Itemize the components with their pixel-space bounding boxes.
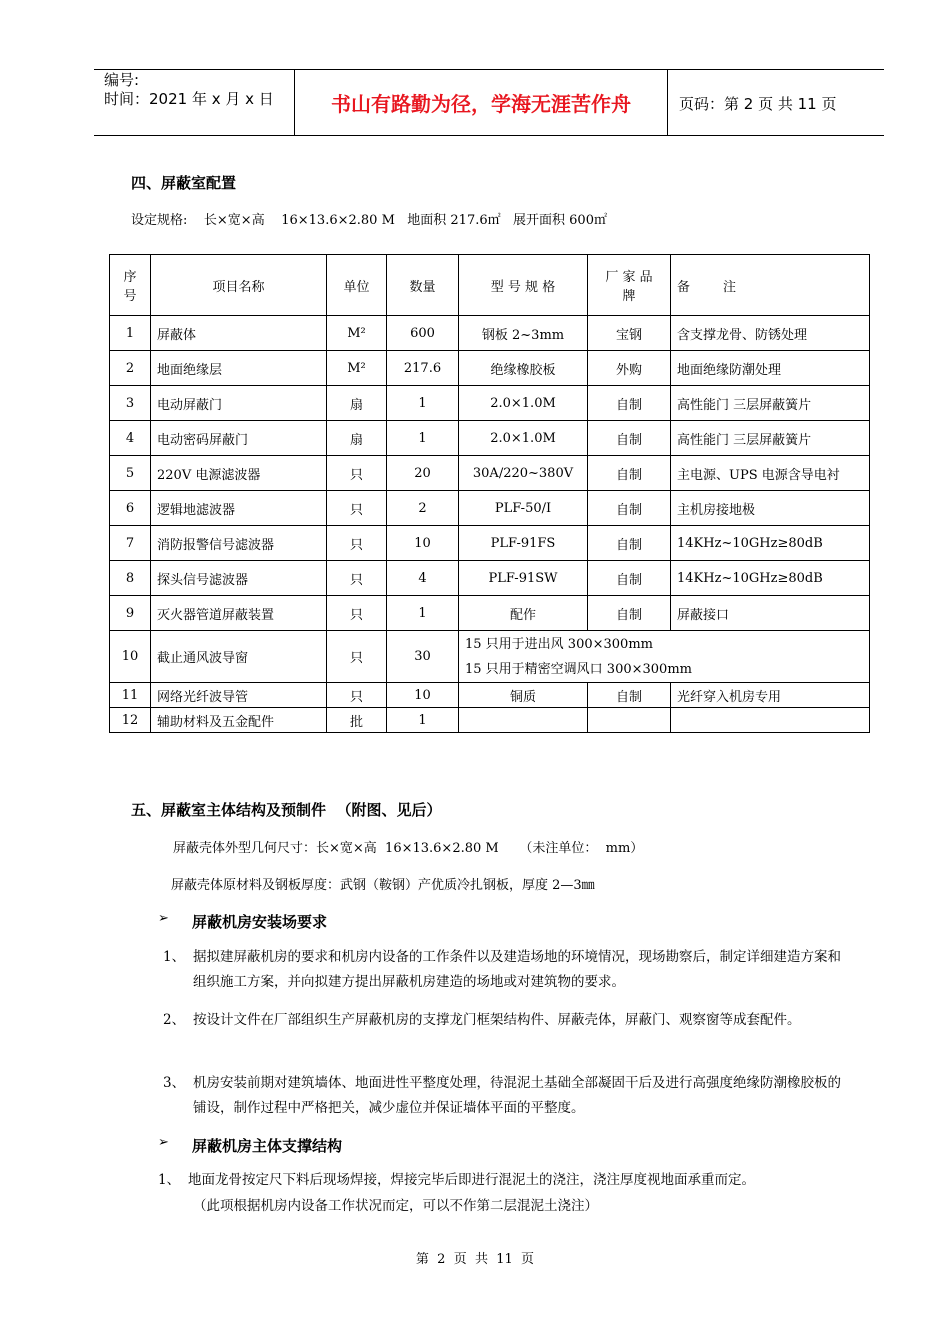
- cell-maker: 自制: [588, 561, 671, 596]
- list-item-number: 1、: [163, 949, 186, 965]
- cell-qty: 1: [387, 386, 459, 421]
- table-row: [110, 491, 870, 526]
- table-row: [110, 456, 870, 491]
- cell-unit: 只: [327, 526, 387, 561]
- cell-maker: 自制: [588, 491, 671, 526]
- cell-qty: 1: [387, 421, 459, 456]
- cell-remark: 高性能门 三层屏蔽簧片: [671, 421, 870, 456]
- cell-model: PLF-91FS: [459, 526, 588, 561]
- header-model: 型 号 规 格: [459, 255, 588, 316]
- cell-unit: M²: [327, 316, 387, 351]
- header-unit: 单位: [327, 255, 387, 316]
- table-row: [110, 596, 870, 631]
- list-item-number: 3、: [163, 1075, 186, 1091]
- table-row: 12 辅助材料及五金配件 批 1: [110, 708, 870, 733]
- cell-qty: 4: [387, 561, 459, 596]
- cell-seq: 9: [110, 596, 151, 631]
- cell-seq: 8: [110, 561, 151, 596]
- cell-name: 探头信号滤波器: [151, 561, 327, 596]
- cell-qty: 600: [387, 316, 459, 351]
- cell-model: 2.0×1.0M: [459, 421, 588, 456]
- cell-qty: 2: [387, 491, 459, 526]
- arrow-bullet-icon: ➢: [158, 911, 169, 926]
- list-item-number: 2、: [163, 1012, 186, 1028]
- cell-qty: 217.6: [387, 351, 459, 386]
- cell-maker: 外购: [588, 351, 671, 386]
- cell-unit: 只: [327, 456, 387, 491]
- cell-unit: M²: [327, 351, 387, 386]
- table-row: [110, 316, 870, 351]
- table-row: [110, 561, 870, 596]
- header-page-number: 页码：第 2 页 共 11 页: [679, 95, 837, 113]
- bullet2-title: 屏蔽机房主体支撑结构: [192, 1137, 343, 1155]
- cell-remark: 高性能门 三层屏蔽簧片: [671, 386, 870, 421]
- section-4-title: 四、屏蔽室配置: [131, 174, 237, 192]
- cell-maker: 自制: [588, 386, 671, 421]
- cell-seq: 6: [110, 491, 151, 526]
- table-row: [110, 526, 870, 561]
- cell-qty: 20: [387, 456, 459, 491]
- table-row: 11 网络光纤波导管 只 10 铜质 自制 光纤穿入机房专用: [110, 683, 870, 708]
- section-5-line2: 屏蔽壳体原材料及钢板厚度：武钢（鞍钢）产优质冷扎钢板，厚度 2—3㎜: [171, 878, 595, 893]
- cell-qty: 10: [387, 526, 459, 561]
- cell-remark: 主电源、UPS 电源含导电衬: [671, 456, 870, 491]
- cell-model: PLF-91SW: [459, 561, 588, 596]
- page-footer: 第 2 页 共 11 页: [415, 1252, 535, 1267]
- table-row: [110, 421, 870, 456]
- header-seq: 序 号: [110, 255, 151, 316]
- config-table: [109, 254, 870, 733]
- header-bottom-rule: [94, 135, 884, 136]
- cell-remark: 屏蔽接口: [671, 596, 870, 631]
- cell-name: 屏蔽体: [151, 316, 327, 351]
- cell-name: 逻辑地滤波器: [151, 491, 327, 526]
- header-divider: [294, 69, 295, 136]
- cell-seq: 3: [110, 386, 151, 421]
- cell-remark: 14KHz~10GHz≥80dB: [671, 526, 870, 561]
- section-5-line1: 屏蔽壳体外型几何尺寸：长×宽×高 16×13.6×2.80 M （未注单位： mm）: [173, 841, 644, 856]
- list-item: 据拟建屏蔽机房的要求和机房内设备的工作条件以及建造场地的环境情况，现场勘察后，制定详细建造方案和组织施工方案，并向拟建方提出屏蔽机房建造的场地或对建筑物的要求。: [193, 949, 841, 990]
- cell-maker: 自制: [588, 456, 671, 491]
- cell-seq: 2: [110, 351, 151, 386]
- cell-model: PLF-50/Ⅰ: [459, 491, 588, 526]
- cell-maker: 自制: [588, 596, 671, 631]
- header-maker: 厂 家 品 牌: [588, 255, 671, 316]
- table-header-row: [110, 255, 870, 316]
- header-qty: 数量: [387, 255, 459, 316]
- header-time: 时间：2021 年 x 月 x 日: [104, 90, 274, 108]
- cell-maker: 宝钢: [588, 316, 671, 351]
- cell-remark: 主机房接地极: [671, 491, 870, 526]
- cell-model: 绝缘橡胶板: [459, 351, 588, 386]
- table-row: 10 截止通风波导窗 只 30 15 只用于进出风 300×300mm 15 只用于精密空调风口 300×300mm: [110, 631, 870, 683]
- cell-model: 2.0×1.0M: [459, 386, 588, 421]
- cell-model: 钢板 2~3mm: [459, 316, 588, 351]
- table-row: [110, 386, 870, 421]
- cell-unit: 扇: [327, 421, 387, 456]
- cell-model: 30A/220~380V: [459, 456, 588, 491]
- cell-seq: 4: [110, 421, 151, 456]
- cell-maker: 自制: [588, 421, 671, 456]
- cell-qty: 1: [387, 596, 459, 631]
- bullet1-title: 屏蔽机房安装场要求: [192, 913, 328, 931]
- cell-name: 地面绝缘层: [151, 351, 327, 386]
- cell-name: 220V 电源滤波器: [151, 456, 327, 491]
- header-top-rule: [94, 69, 884, 70]
- arrow-bullet-icon: ➢: [158, 1135, 169, 1150]
- list-item-number: 1、: [158, 1172, 181, 1188]
- table-row: [110, 351, 870, 386]
- list-item-note: （此项根据机房内设备工作状况而定，可以不作第二层混泥土浇注）: [193, 1198, 598, 1214]
- section-5-title: 五、屏蔽室主体结构及预制件 （附图、见后）: [131, 801, 442, 819]
- header-motto: 书山有路勤为径，学海无涯苦作舟: [331, 92, 631, 116]
- header-remark: 备 注: [671, 255, 870, 316]
- header-name: 项目名称: [151, 255, 327, 316]
- cell-remark: 14KHz~10GHz≥80dB: [671, 561, 870, 596]
- cell-unit: 只: [327, 596, 387, 631]
- cell-seq: 1: [110, 316, 151, 351]
- section-4-spec: 设定规格: 长×宽×高 16×13.6×2.80 M 地面积 217.6㎡ 展开面积 600㎡: [131, 213, 607, 228]
- cell-unit: 只: [327, 561, 387, 596]
- header-divider: [667, 69, 668, 136]
- cell-unit: 只: [327, 491, 387, 526]
- cell-unit: 扇: [327, 386, 387, 421]
- list-item: 机房安装前期对建筑墙体、地面进性平整度处理，待混泥土基础全部凝固干后及进行高强度绝缘防潮橡胶板的铺设，制作过程中严格把关，减少虚位并保证墙体平面的平整度。: [193, 1075, 841, 1116]
- cell-name: 消防报警信号滤波器: [151, 526, 327, 561]
- header-number: 编号:: [104, 71, 140, 89]
- cell-remark: 地面绝缘防潮处理: [671, 351, 870, 386]
- cell-seq: 7: [110, 526, 151, 561]
- cell-maker: 自制: [588, 526, 671, 561]
- list-item: 按设计文件在厂部组织生产屏蔽机房的支撑龙门框架结构件、屏蔽壳体，屏蔽门、观察窗等成套配件。: [193, 1012, 801, 1028]
- list-item: 地面龙骨按定尺下料后现场焊接，焊接完毕后即进行混泥土的浇注，浇注厚度视地面承重而定。: [188, 1172, 755, 1188]
- cell-seq: 5: [110, 456, 151, 491]
- cell-model: 配作: [459, 596, 588, 631]
- cell-name: 电动密码屏蔽门: [151, 421, 327, 456]
- cell-name: 灭火器管道屏蔽装置: [151, 596, 327, 631]
- cell-name: 电动屏蔽门: [151, 386, 327, 421]
- row10-notes: 15 只用于进出风 300×300mm 15 只用于精密空调风口 300×300mm: [459, 631, 870, 683]
- cell-remark: 含支撑龙骨、防锈处理: [671, 316, 870, 351]
